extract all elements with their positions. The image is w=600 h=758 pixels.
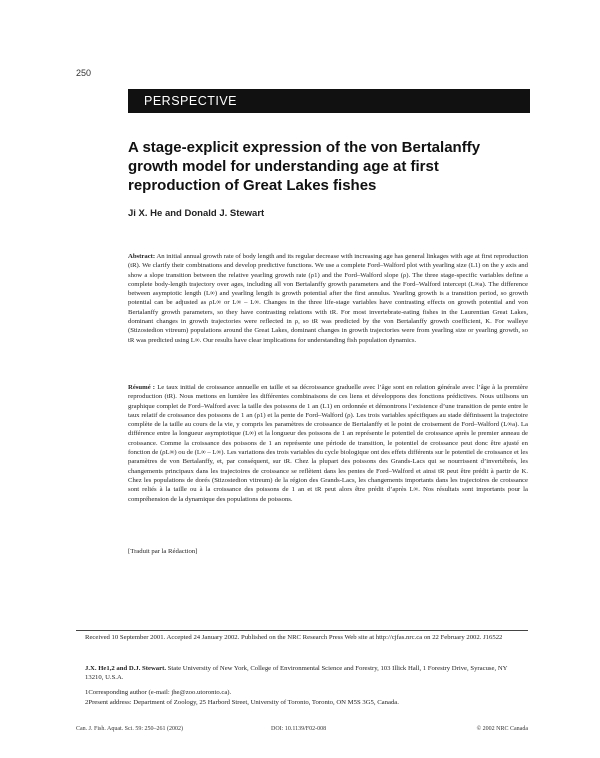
footnote-divider: [76, 630, 528, 631]
section-banner: [128, 89, 530, 113]
translation-note: [Traduit par la Rédaction]: [128, 548, 198, 555]
affiliation-names: J.X. He1,2 and D.J. Stewart.: [85, 665, 166, 672]
doi-link[interactable]: DOI: 10.1139/F02-008: [271, 726, 327, 732]
abstract-paragraph: [128, 252, 528, 345]
resume-label: Résumé :: [128, 384, 156, 391]
page-number: 250: [76, 68, 92, 78]
resume-text: Le taux initial de croissance annuelle en taille et sa décroissance graduelle avec l’âge sont en relation générale avec l’âge à la première reproduction (tR). Nous mettons en lumière les différentes combinaisons de ces liens et développons des fonctions prédictives. Nous utilisons un graphique complet de Ford–Walford avec la taille des poissons de 1 an (L1) en ordonnée et démontrons l’existence d’une transition de pente entre le taux relatif de croissance des poissons de 1 an (ρ1) et la pente de Ford–Walford (ρ). Les trois variables spécifiques au stade définissent la trajectoire complète de la taille au cours de la vie, y compris les paramètres de croissance de Bertalanffy et le point de croisement de Ford–Walford (L∞a). La différence entre la longueur asymptotique (L∞) et la longueur des poissons de 1 an représente le potentiel de croissance après le premier anneau de croissance. Comme la croissance des poissons de 1 an représente une période de transition, le potentiel de croissance peut donc être ajusté en fonction de (ρL∞) ou de (L∞ – L∞). Les variations des trois variables du cycle biologique ont des effets différents sur le potentiel de croissance et les paramètres de von Bertalanffy, et, par conséquent, sur tR. Chez la plupart des poissons des Grands-Lacs qui se nourrissent d’invertébrés, les changements principaux dans les trajectoires de croissance se reflètent dans les pentes de Ford–Walford et ainsi tR peut être prédit à partir de K. Chez les populations de dorés (Stizostedion vitreum) de la région des Grands-Lacs, les changements importants dans les trajectoires de croissance sont reliés à la taille ou à la croissance des poissons de 1 an et tR peut alors être prédit d’après L∞. Nos résultats sont importants pour la compréhension de la dynamique des populations de poissons.: [128, 384, 528, 503]
copyright-notice: © 2002 NRC Canada: [476, 726, 528, 732]
corresponding-author-note: 1Corresponding author (e-mail: jhe@zoo.utoronto.ca).: [85, 689, 232, 696]
abstract-text: An initial annual growth rate of body length and its regular decrease with increasing age has general linkages with age at first reproduction (tR). We clarify their combinations and develop predictive functions. We use a complete Ford–Walford plot with yearling size (L1) on the y axis and show a slope transition between the relative yearling growth rate (ρ1) and the Ford–Walford slope (ρ). The three stage-specific variables define a complete body-length trajectory over ages, including all von Bertalanffy growth parameters and the Ford–Walford intercept (L∞a). The difference between asymptotic length (L∞) and yearling length is growth potential after the first annulus. Yearling growth is a transition period, so growth potential can be adjusted as ρL∞ or L∞ – L∞. Changes in the three life-stage variables have contrasting effects on growth potential and von Bertalanffy growth parameters, so they have contrasting relations with tR. For most invertebrate-eating fishes in the Laurentian Great Lakes, dominant changes in growth trajectories were reflected in ρ, so tR was predicted by the von Bertalanffy growth coefficient, K. For walleye (Stizostedion vitreum) populations around the Great Lakes, dominant changes in growth trajectories were from yearling size or yearling growth, so tR was predicted using L∞. Our results have clear implications for understanding fish population dynamics.: [128, 253, 528, 344]
resume-paragraph: [128, 383, 528, 504]
article-title: A stage-explicit expression of the von Bertalanffy growth model for understanding age at first reproduction of Great Lakes fishes: [128, 139, 481, 194]
article-authors: Ji X. He and Donald J. Stewart: [128, 208, 265, 219]
present-address-note: 2Present address: Department of Zoology, 25 Harbord Street, University of Toronto, Toronto, ON M5S 3G5, Canada.: [85, 699, 399, 706]
received-note: Received 10 September 2001. Accepted 24 January 2002. Published on the NRC Research Press Web site at http://cjfas.nrc.ca on 22 February 2002. J16522: [85, 634, 503, 641]
affiliation-text: State University of New York, College of Environmental Science and Forestry, 103 Illick Hall, 1 Forestry Drive, Syracuse, NY 13210, U.S.A.: [85, 665, 508, 682]
author-affiliation: [85, 664, 525, 683]
journal-reference: Can. J. Fish. Aquat. Sci. 59: 250–261 (2002): [76, 726, 184, 732]
abstract-label: Abstract:: [128, 253, 156, 260]
section-banner-label: PERSPECTIVE: [144, 94, 238, 108]
